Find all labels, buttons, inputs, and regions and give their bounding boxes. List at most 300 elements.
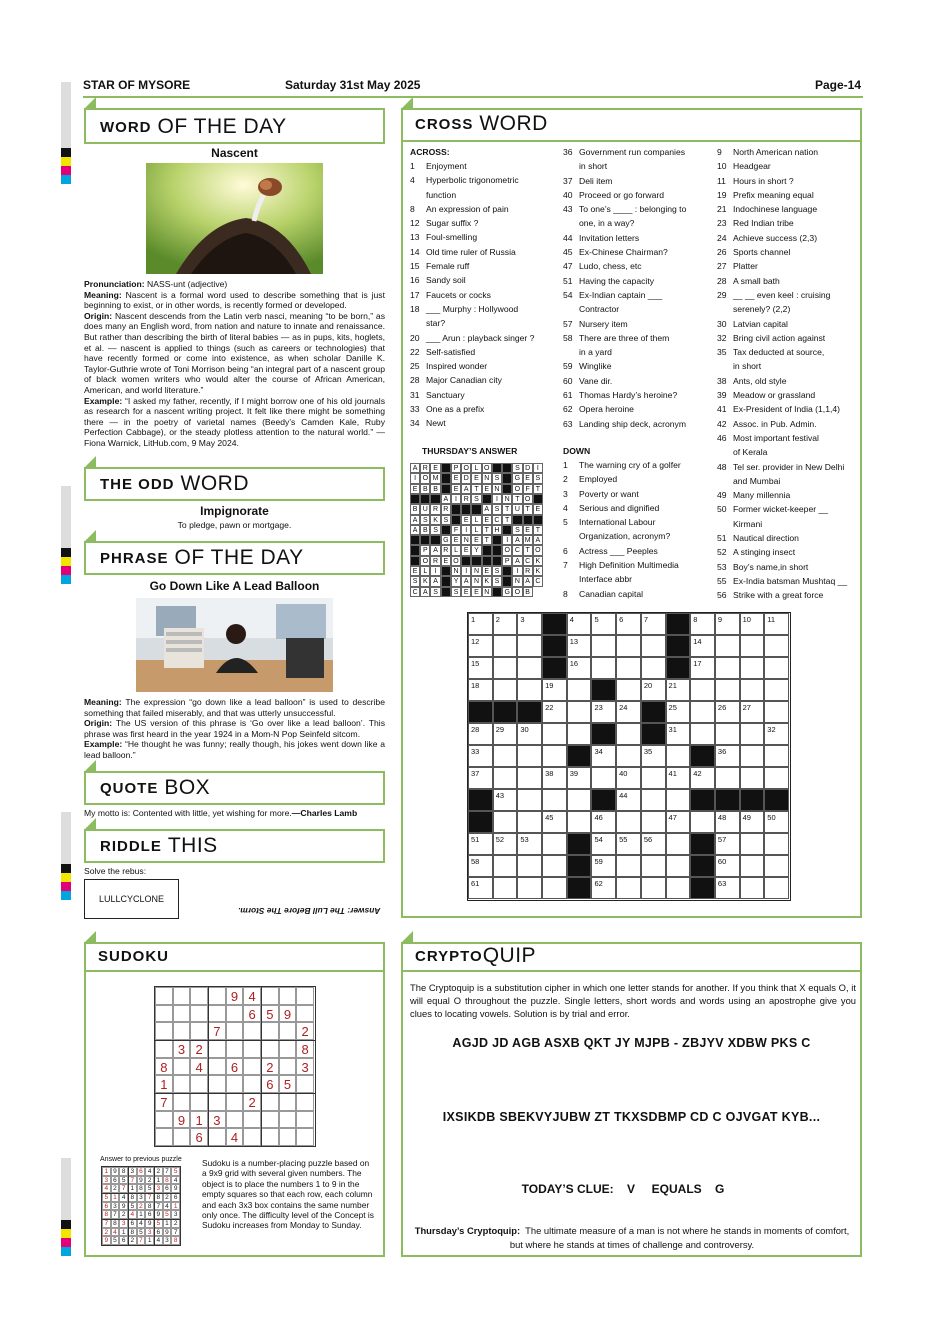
odd-word-definition: To pledge, pawn or mortgage. [177, 520, 292, 530]
origin: Nascent descends from the Latin verb nasci, meaning “to be born,” as does many an English word, from nation and nature to innate and renaissance. But rather than describing the birth of literal babies — as in pups, kits, hoglets, et al. — nascent is applied to things (such as careers or technologies) that have recently formed or come into existence, as when scholar Danille K. Taylor-Guthrie wrote of Toni Morrison being “an integral part of a nascent group of black women writers who would alter the course of African American, American, and world literature.” [84, 310, 386, 395]
sudoku-cell[interactable]: 5 [261, 1005, 279, 1023]
crossword-cell[interactable] [690, 723, 715, 745]
sudoku-cell[interactable] [208, 1075, 226, 1093]
clue-item [563, 202, 686, 216]
sudoku-cell[interactable]: 2 [243, 1093, 261, 1111]
sudoku-cell[interactable] [226, 1075, 244, 1093]
sudoku-cell[interactable] [261, 1093, 279, 1111]
crossword-cell[interactable]: 42 [690, 767, 715, 789]
crossword-cell[interactable] [690, 701, 715, 723]
answer-cell: A [410, 525, 420, 535]
crossword-cell[interactable] [591, 657, 616, 679]
crossword-cell[interactable]: 56 [641, 833, 666, 855]
crossword-cell[interactable]: 9 [715, 613, 740, 635]
crossword-cell[interactable] [740, 745, 765, 767]
crossword-cell[interactable]: 50 [764, 811, 789, 833]
clue-number: 13 [410, 232, 420, 243]
crossword-cell[interactable] [517, 635, 542, 657]
sudoku-cell[interactable] [261, 1111, 279, 1129]
sudoku-cell[interactable] [243, 1022, 261, 1040]
crossword-cell[interactable] [764, 635, 789, 657]
sudoku-cell[interactable] [173, 1058, 191, 1076]
prev-sudoku-cell: 6 [163, 1184, 172, 1193]
crossword-cell[interactable] [567, 855, 592, 877]
crossword-cell[interactable] [641, 657, 666, 679]
crossword-cell[interactable] [715, 679, 740, 701]
sudoku-cell[interactable] [173, 1075, 191, 1093]
crossword-cell[interactable]: 55 [616, 833, 641, 855]
crossword-cell[interactable] [493, 855, 518, 877]
clue-item [410, 402, 534, 416]
seedling-photo [146, 163, 323, 274]
sudoku-cell[interactable] [190, 1075, 208, 1093]
crossword-cell[interactable] [715, 767, 740, 789]
crossword-cell[interactable] [764, 679, 789, 701]
crossword-cell[interactable] [764, 767, 789, 789]
sudoku-cell[interactable] [173, 1005, 191, 1023]
sudoku-cell[interactable] [279, 1022, 297, 1040]
sudoku-cell[interactable] [243, 1075, 261, 1093]
crossword-cell[interactable]: 5 [591, 613, 616, 635]
sudoku-cell[interactable] [296, 1111, 314, 1129]
sudoku-cell[interactable] [208, 1005, 226, 1023]
clue-item [563, 572, 681, 586]
answer-cell [533, 494, 543, 504]
crossword-cell[interactable] [641, 789, 666, 811]
crossword-cell[interactable] [567, 745, 592, 767]
crossword-cell[interactable] [542, 745, 567, 767]
prev-sudoku-cell: 1 [163, 1219, 172, 1228]
sudoku-cell[interactable]: 7 [155, 1093, 173, 1111]
crossword-cell[interactable] [616, 855, 641, 877]
crossword-cell[interactable] [591, 723, 616, 745]
sudoku-cell[interactable]: 8 [155, 1058, 173, 1076]
crossword-cell[interactable]: 2 [493, 613, 518, 635]
crossword-cell[interactable] [764, 701, 789, 723]
clue-number: 37 [563, 175, 573, 186]
sudoku-cell[interactable] [173, 987, 191, 1005]
crossword-cell[interactable]: 45 [542, 811, 567, 833]
crossword-cell[interactable] [715, 789, 740, 811]
clue-item [717, 474, 847, 488]
crossword-cell[interactable] [567, 701, 592, 723]
crossword-cell[interactable] [493, 877, 518, 899]
crossword-cell[interactable] [616, 657, 641, 679]
crossword-cell[interactable] [641, 701, 666, 723]
sudoku-cell[interactable]: 8 [296, 1040, 314, 1058]
clue-number: 8 [410, 203, 415, 214]
crossword-cell[interactable] [641, 855, 666, 877]
answer-cell: A [410, 515, 420, 525]
crossword-cell[interactable]: 24 [616, 701, 641, 723]
crossword-cell[interactable] [690, 745, 715, 767]
crossword-cell[interactable]: 15 [468, 657, 493, 679]
sudoku-cell[interactable]: 9 [226, 987, 244, 1005]
crossword-cell[interactable]: 29 [493, 723, 518, 745]
crossword-cell[interactable] [641, 723, 666, 745]
answer-cell: K [533, 566, 543, 576]
crossword-cell[interactable]: 39 [567, 767, 592, 789]
crossword-cell[interactable]: 21 [666, 679, 691, 701]
crossword-cell[interactable]: 27 [740, 701, 765, 723]
clue-item [563, 529, 681, 543]
crossword-cell[interactable] [690, 679, 715, 701]
crossword-cell[interactable] [517, 679, 542, 701]
answer-cell: A [533, 535, 543, 545]
sudoku-cell[interactable] [226, 1111, 244, 1129]
clue-text: Sports channel [733, 247, 791, 258]
prev-sudoku-cell: 8 [128, 1228, 137, 1237]
crossword-cell[interactable] [616, 877, 641, 899]
sudoku-cell[interactable] [190, 1005, 208, 1023]
crossword-cell[interactable]: 43 [493, 789, 518, 811]
clue-text: Red Indian tribe [733, 218, 794, 229]
crossword-cell[interactable]: 38 [542, 767, 567, 789]
crossword-cell[interactable]: 23 [591, 701, 616, 723]
answer-cell [502, 576, 512, 586]
crossword-cell[interactable] [616, 679, 641, 701]
crossword-cell[interactable] [740, 767, 765, 789]
crossword-cell[interactable] [740, 833, 765, 855]
crossword-cell[interactable] [517, 877, 542, 899]
crossword-cell[interactable] [542, 613, 567, 635]
answer-cell: E [410, 566, 420, 576]
crossword-cell[interactable] [641, 767, 666, 789]
sudoku-cell[interactable]: 4 [190, 1058, 208, 1076]
crossword-cell[interactable]: 58 [468, 855, 493, 877]
sudoku-cell[interactable] [243, 1128, 261, 1146]
crossword-cell[interactable] [517, 701, 542, 723]
crossword-cell[interactable]: 6 [616, 613, 641, 635]
sudoku-cell[interactable]: 9 [279, 1005, 297, 1023]
crossword-cell[interactable]: 11 [764, 613, 789, 635]
answer-cell: I [430, 566, 440, 576]
sudoku-cell[interactable] [261, 1040, 279, 1058]
crossword-cell[interactable] [740, 723, 765, 745]
sudoku-cell[interactable] [226, 1022, 244, 1040]
crossword-cell[interactable] [517, 789, 542, 811]
sudoku-cell[interactable]: 2 [261, 1058, 279, 1076]
crossword-cell[interactable]: 13 [567, 635, 592, 657]
sudoku-cell[interactable]: 9 [173, 1111, 191, 1129]
crossword-cell[interactable] [666, 613, 691, 635]
sudoku-cell[interactable] [279, 1040, 297, 1058]
sudoku-cell[interactable] [279, 1111, 297, 1129]
crossword-cell[interactable] [493, 767, 518, 789]
crossword-cell[interactable]: 3 [517, 613, 542, 635]
sudoku-cell[interactable] [261, 1128, 279, 1146]
sudoku-cell[interactable] [279, 1058, 297, 1076]
crossword-cell[interactable]: 35 [641, 745, 666, 767]
sudoku-cell[interactable] [173, 1022, 191, 1040]
sudoku-cell[interactable]: 5 [279, 1075, 297, 1093]
crossword-cell[interactable]: 32 [764, 723, 789, 745]
crossword-cell[interactable] [666, 745, 691, 767]
crossword-cell[interactable]: 37 [468, 767, 493, 789]
crossword-cell[interactable] [567, 811, 592, 833]
crossword-cell[interactable]: 44 [616, 789, 641, 811]
crossword-cell[interactable]: 10 [740, 613, 765, 635]
crossword-cell[interactable]: 60 [715, 855, 740, 877]
crossword-cell[interactable] [690, 855, 715, 877]
crossword-cell[interactable]: 8 [690, 613, 715, 635]
sudoku-cell[interactable] [261, 987, 279, 1005]
crossword-cell[interactable] [567, 833, 592, 855]
answer-cell: O [502, 545, 512, 555]
crossword-cell[interactable] [666, 877, 691, 899]
crossword-cell[interactable]: 47 [666, 811, 691, 833]
crossword-cell[interactable] [493, 679, 518, 701]
sudoku-cell[interactable] [279, 1128, 297, 1146]
clue-number: 38 [717, 375, 727, 386]
crossword-cell[interactable] [690, 877, 715, 899]
crossword-cell[interactable]: 16 [567, 657, 592, 679]
crossword-cell[interactable] [567, 877, 592, 899]
sudoku-cell[interactable] [190, 1022, 208, 1040]
crossword-cell[interactable] [591, 679, 616, 701]
crossword-cell[interactable]: 12 [468, 635, 493, 657]
crossword-cell[interactable]: 22 [542, 701, 567, 723]
crossword-cell[interactable]: 49 [740, 811, 765, 833]
crossword-cell[interactable] [641, 877, 666, 899]
crossword-cell[interactable] [666, 855, 691, 877]
sudoku-cell[interactable]: 4 [243, 987, 261, 1005]
crossword-cell[interactable]: 36 [715, 745, 740, 767]
crossword-cell[interactable]: 48 [715, 811, 740, 833]
prev-sudoku-cell: 8 [163, 1176, 172, 1185]
sudoku-cell[interactable] [279, 987, 297, 1005]
crossword-cell[interactable]: 20 [641, 679, 666, 701]
crossword-cell[interactable]: 53 [517, 833, 542, 855]
clue-text: Headgear [733, 161, 771, 172]
sudoku-cell[interactable] [261, 1022, 279, 1040]
sudoku-cell[interactable] [279, 1093, 297, 1111]
crossword-cell[interactable]: 46 [591, 811, 616, 833]
crossword-cell[interactable]: 31 [666, 723, 691, 745]
sudoku-cell[interactable] [155, 987, 173, 1005]
sudoku-cell[interactable]: 2 [296, 1022, 314, 1040]
answer-cell [482, 545, 492, 555]
crossword-cell[interactable] [764, 877, 789, 899]
sudoku-cell[interactable] [208, 1058, 226, 1076]
sudoku-cell[interactable]: 4 [226, 1128, 244, 1146]
sudoku-cell[interactable] [208, 1093, 226, 1111]
crossword-cell[interactable]: 52 [493, 833, 518, 855]
crossword-cell[interactable] [715, 635, 740, 657]
crossword-cell[interactable] [764, 833, 789, 855]
sudoku-cell[interactable] [243, 1111, 261, 1129]
crossword-cell[interactable] [468, 701, 493, 723]
prev-sudoku-cell: 1 [102, 1167, 111, 1176]
crossword-cell[interactable]: 34 [591, 745, 616, 767]
sudoku-cell[interactable]: 7 [208, 1022, 226, 1040]
crossword-cell[interactable] [567, 723, 592, 745]
crossword-cell[interactable] [690, 789, 715, 811]
crossword-cell[interactable] [616, 723, 641, 745]
crossword-cell[interactable] [616, 635, 641, 657]
crossword-cell[interactable] [740, 679, 765, 701]
crossword-cell[interactable] [666, 833, 691, 855]
crossword-cell[interactable]: 26 [715, 701, 740, 723]
crossword-cell[interactable] [764, 855, 789, 877]
crossword-cell[interactable]: 25 [666, 701, 691, 723]
prev-sudoku-cell: 1 [128, 1184, 137, 1193]
sudoku-cell[interactable] [155, 1005, 173, 1023]
sudoku-cell[interactable]: 6 [261, 1075, 279, 1093]
cryptoquip-line1: AGJD JD AGB ASXB QKT JY MJPB - ZBJYV XDBW PKS C [452, 1036, 811, 1050]
sudoku-cell[interactable] [243, 1058, 261, 1076]
crossword-cell[interactable] [591, 635, 616, 657]
crossword-cell[interactable] [666, 789, 691, 811]
clue-number: 14 [410, 246, 420, 257]
crossword-cell[interactable] [493, 701, 518, 723]
sudoku-cell[interactable] [208, 1040, 226, 1058]
crossword-cell[interactable]: 28 [468, 723, 493, 745]
sudoku-cell[interactable] [208, 1128, 226, 1146]
clue-text: Ludo, chess, etc [579, 261, 642, 272]
crossword-cell[interactable] [591, 789, 616, 811]
sudoku-cell[interactable] [226, 1005, 244, 1023]
crossword-cell[interactable]: 61 [468, 877, 493, 899]
clue-number: 34 [410, 418, 420, 429]
sudoku-cell[interactable] [243, 1040, 261, 1058]
sudoku-cell[interactable] [296, 1093, 314, 1111]
crossword-cell[interactable] [616, 811, 641, 833]
crossword-cell[interactable] [740, 877, 765, 899]
crossword-cell[interactable] [690, 833, 715, 855]
crossword-cell[interactable]: 54 [591, 833, 616, 855]
crossword-cell[interactable]: 7 [641, 613, 666, 635]
sudoku-cell[interactable] [155, 1040, 173, 1058]
crossword-cell[interactable] [690, 811, 715, 833]
sudoku-cell[interactable] [296, 1005, 314, 1023]
crossword-cell[interactable] [468, 789, 493, 811]
crossword-cell[interactable] [493, 635, 518, 657]
sudoku-cell[interactable] [173, 1093, 191, 1111]
sudoku-cell[interactable] [296, 1075, 314, 1093]
crossword-cell[interactable]: 57 [715, 833, 740, 855]
crossword-cell[interactable] [542, 723, 567, 745]
crossword-cell[interactable]: 14 [690, 635, 715, 657]
crossword-cell[interactable] [567, 789, 592, 811]
crossword-cell[interactable] [740, 855, 765, 877]
prev-sudoku-box-line [154, 1167, 155, 1245]
crossword-cell[interactable] [666, 657, 691, 679]
sudoku-cell[interactable]: 6 [243, 1005, 261, 1023]
crossword-cell[interactable] [764, 657, 789, 679]
crossword-cell[interactable] [517, 745, 542, 767]
answer-cell: T [502, 515, 512, 525]
crossword-cell[interactable] [715, 657, 740, 679]
crossword-cell[interactable] [468, 811, 493, 833]
crossword-cell[interactable]: 17 [690, 657, 715, 679]
header-large: WORD [479, 112, 548, 135]
sudoku-cell[interactable]: 1 [155, 1075, 173, 1093]
crossword-cell[interactable]: 18 [468, 679, 493, 701]
crossword-cell[interactable] [591, 767, 616, 789]
crossword-cell[interactable] [542, 657, 567, 679]
crossword-cell[interactable]: 4 [567, 613, 592, 635]
crossword-cell[interactable] [616, 745, 641, 767]
crossword-cell[interactable] [517, 855, 542, 877]
crossword-cell[interactable]: 62 [591, 877, 616, 899]
clue-number: 1 [410, 161, 415, 171]
crossword-cell[interactable]: 1 [468, 613, 493, 635]
crossword-cell[interactable]: 30 [517, 723, 542, 745]
crossword-cell[interactable] [715, 723, 740, 745]
sudoku-cell[interactable] [155, 1128, 173, 1146]
crossword-cell[interactable] [641, 811, 666, 833]
crossword-cell[interactable] [542, 789, 567, 811]
crossword-cell[interactable] [764, 789, 789, 811]
crossword-cell[interactable] [493, 745, 518, 767]
crossword-cell[interactable] [740, 635, 765, 657]
sudoku-cell[interactable] [226, 1040, 244, 1058]
sudoku-cell[interactable] [226, 1093, 244, 1111]
sudoku-cell[interactable] [155, 1111, 173, 1129]
sudoku-cell[interactable]: 3 [296, 1058, 314, 1076]
sudoku-cell[interactable]: 3 [208, 1111, 226, 1129]
crossword-cell[interactable] [493, 657, 518, 679]
crossword-cell[interactable] [542, 833, 567, 855]
sudoku-cell[interactable] [190, 1093, 208, 1111]
clue-text: Major Canadian city [426, 375, 502, 386]
crossword-cell[interactable] [542, 877, 567, 899]
clue-number: 24 [717, 232, 727, 243]
crossword-cell[interactable] [542, 635, 567, 657]
crossword-cell[interactable]: 19 [542, 679, 567, 701]
crossword-cell[interactable]: 33 [468, 745, 493, 767]
clue-item [410, 259, 534, 273]
crossword-cell[interactable] [740, 789, 765, 811]
crossword-cell[interactable] [764, 745, 789, 767]
crossword-cell[interactable] [567, 679, 592, 701]
crossword-cell[interactable] [542, 855, 567, 877]
crossword-cell[interactable] [517, 657, 542, 679]
clue-item [410, 159, 534, 173]
sudoku-cell[interactable]: 6 [226, 1058, 244, 1076]
crossword-cell[interactable]: 40 [616, 767, 641, 789]
sudoku-cell[interactable]: 1 [190, 1111, 208, 1129]
crossword-cell[interactable] [493, 811, 518, 833]
clue-item [717, 188, 847, 202]
sudoku-cell[interactable] [173, 1128, 191, 1146]
crossword-cell[interactable]: 41 [666, 767, 691, 789]
answer-cell: A [441, 494, 451, 504]
crossword-cell[interactable]: 51 [468, 833, 493, 855]
crossword-cell[interactable] [641, 635, 666, 657]
sudoku-cell[interactable]: 2 [190, 1040, 208, 1058]
answer-cell: R [430, 504, 440, 514]
sudoku-cell[interactable] [155, 1022, 173, 1040]
crossword-cell[interactable] [517, 811, 542, 833]
crossword-cell[interactable] [517, 767, 542, 789]
sudoku-cell[interactable] [296, 1128, 314, 1146]
sudoku-cell[interactable]: 6 [190, 1128, 208, 1146]
clue-number: 28 [717, 275, 727, 286]
sudoku-cell[interactable]: 3 [173, 1040, 191, 1058]
sudoku-cell[interactable] [296, 987, 314, 1005]
sudoku-cell[interactable] [208, 987, 226, 1005]
crossword-cell[interactable]: 59 [591, 855, 616, 877]
crossword-cell[interactable] [740, 657, 765, 679]
sudoku-cell[interactable] [190, 987, 208, 1005]
clue-item [410, 188, 534, 202]
crossword-cell[interactable] [666, 635, 691, 657]
clue-number: 32 [717, 332, 727, 343]
clue-number: 18 [410, 303, 420, 314]
crossword-cell[interactable]: 63 [715, 877, 740, 899]
